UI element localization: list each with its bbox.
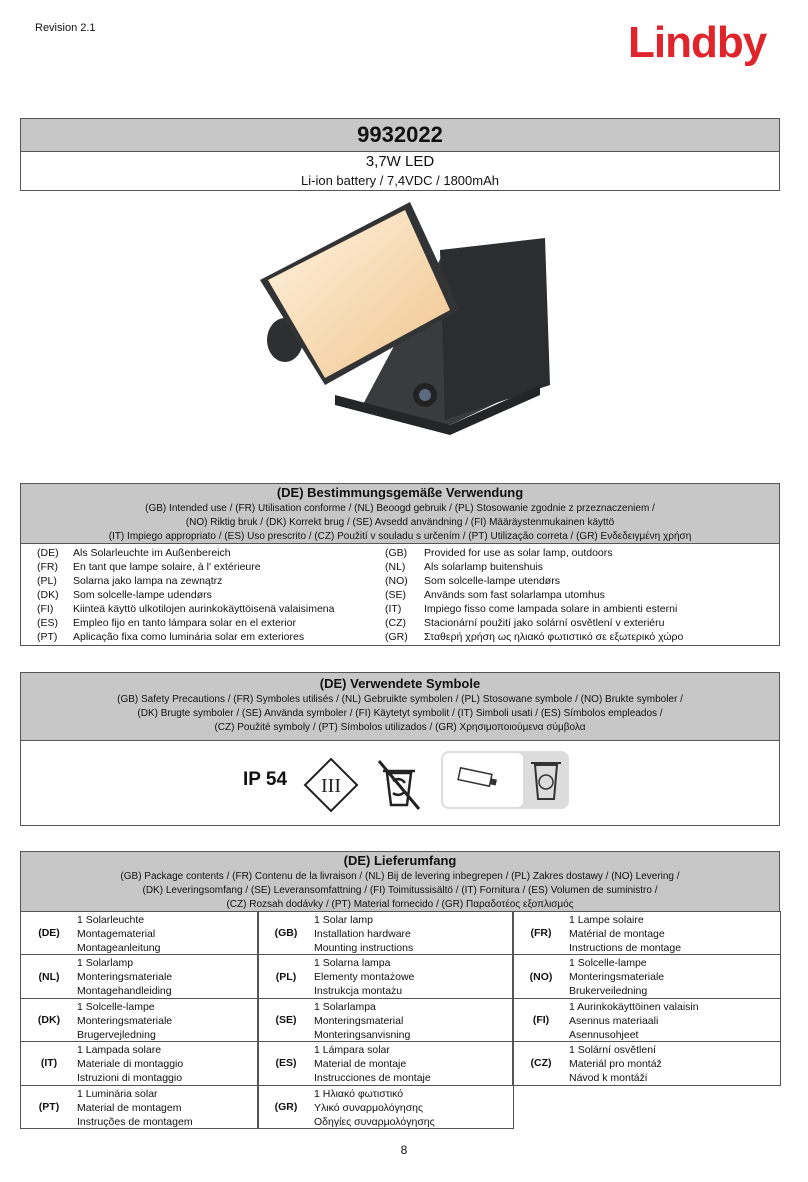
symbols-header (20, 672, 780, 741)
symbols-area (20, 740, 780, 826)
package-item-line: Montagehandleiding (77, 985, 172, 998)
package-items (77, 1043, 183, 1085)
package-item-line: Material de montaje (314, 1058, 407, 1071)
intended-use-subtitle-2: (NO) Riktig bruk / (DK) Korrekt brug / (SE) Avsedd användning / (FI) Määräystenmukainen käyttö (185, 517, 615, 528)
package-item-line: 1 Solarleuchte (77, 914, 145, 926)
package-cell (512, 998, 781, 1042)
use-text: Solarna jako lampa na zewnątrz (73, 575, 223, 587)
package-cell (512, 911, 781, 955)
lang-code: (DK) (37, 1013, 61, 1026)
package-item-line: Instructions de montage (569, 942, 682, 954)
brand-logo: Lindby (628, 18, 767, 67)
lang-code: (PL) (37, 575, 57, 587)
recycle-bin-icon (371, 753, 427, 813)
package-items (77, 913, 160, 955)
lang-code: (GR) (385, 631, 408, 643)
package-item-line: 1 Lampada solare (77, 1044, 162, 1057)
package-title: (DE) Lieferumfang (343, 853, 457, 868)
package-cell (257, 911, 514, 955)
intended-use-header (20, 483, 780, 544)
package-item-line: 1 Lámpara solar (314, 1044, 390, 1057)
use-text: Kiinteä käyttö ulkotilojen aurinkokäyttöisenä valaisimena (73, 603, 335, 615)
symbols-subtitle-3: (CZ) Použité symboly / (PT) Símbolos utilizados / (GR) Χρησιμοποιούμενα σύμβολα (214, 722, 586, 733)
symbols-subtitle-2: (DK) Brugte symboler / (SE) Använda symboler / (FI) Käytetyt symbolit / (IT) Simboli usati / (ES) Símbolos empleados / (137, 708, 663, 719)
package-subtitle-1: (GB) Package contents / (FR) Contenu de la livraison / (NL) Bij de levering inbegrepen / (PL) Zakres dostawy / (NO) Levering / (120, 871, 680, 882)
lang-code: (IT) (40, 1057, 58, 1070)
package-item-line: Monteringsmateriale (77, 1014, 173, 1027)
use-text: Provided for use as solar lamp, outdoors (424, 547, 613, 559)
package-items (314, 1043, 431, 1085)
intended-use-row (21, 588, 779, 602)
package-item-line: Monteringsmaterial (314, 1014, 404, 1027)
product-image (240, 190, 580, 470)
package-item-line: Istruzioni di montaggio (77, 1072, 183, 1085)
package-item-line: 1 Solar lamp (314, 914, 373, 926)
symbols-title: (DE) Verwendete Symbole (319, 676, 481, 691)
package-cell (257, 1041, 514, 1085)
package-item-line: Montageanleitung (77, 942, 161, 954)
package-item-line: 1 Solcelle-lampe (77, 1000, 155, 1013)
package-items (77, 1087, 193, 1129)
package-item-line: Matérial de montage (569, 928, 665, 940)
use-text: Σταθερή χρήση ως ηλιακό φωτιστικό σε εξωτερικό χώρο (424, 631, 684, 643)
intended-use-row (21, 630, 779, 644)
lang-code: (FI) (532, 1013, 550, 1026)
lang-code: (SE) (385, 589, 406, 601)
intended-use-row (21, 616, 779, 630)
lang-code: (PT) (37, 631, 58, 643)
lang-code: (GR) (274, 1100, 298, 1113)
package-cell (20, 911, 259, 955)
package-item-line: Materiál pro montáž (569, 1058, 662, 1071)
intended-use-title: (DE) Bestimmungsgemäße Verwendung (276, 485, 524, 500)
intended-use-row (21, 602, 779, 616)
lang-code: (GB) (385, 547, 408, 559)
package-item-line: Monteringsanvisning (314, 1028, 411, 1041)
package-items (314, 1087, 435, 1129)
package-items (314, 913, 413, 955)
intended-use-row (21, 574, 779, 588)
battery-disposal-icon (441, 751, 569, 811)
product-power: 3,7W LED (365, 153, 435, 170)
use-text: Stacionární použití jako solární osvětlení v exteriéru (424, 617, 665, 629)
package-item-line: Brugervejledning (77, 1028, 156, 1041)
lang-code: (ES) (275, 1057, 297, 1070)
intended-use-subtitle-1: (GB) Intended use / (FR) Utilisation conforme / (NL) Beoogd gebruik / (PL) Stosowanie zgodnie z przeznaczeniem / (145, 503, 655, 514)
use-text: Empleo fijo en tanto lámpara solar en el exterior (73, 617, 296, 629)
lang-code: (NO) (529, 970, 553, 983)
package-item-line: 1 Solární osvětlení (569, 1044, 656, 1057)
product-battery: Li-ion battery / 7,4VDC / 1800mAh (301, 173, 499, 188)
use-text: Als Solarleuchte im Außenbereich (73, 547, 231, 559)
package-items (569, 1000, 699, 1042)
use-text: Som solcelle-lampe udendørs (73, 589, 212, 601)
package-item-line: 1 Solcelle-lampe (569, 957, 647, 970)
package-item-line: Installation hardware (314, 928, 411, 940)
lang-code: (DK) (37, 589, 59, 601)
lang-code: (NL) (385, 561, 406, 573)
symbols-subtitle-1: (GB) Safety Precautions / (FR) Symboles utilisés / (NL) Gebruikte symbolen / (PL) Stosowane symbole / (NO) Brukte symboler / (117, 694, 683, 705)
package-item-line: Elementy montażowe (314, 971, 415, 984)
lang-code: (CZ) (530, 1057, 552, 1070)
package-item-line: 1 Solarlamp (77, 957, 134, 970)
package-item-line: Brukerveiledning (569, 985, 648, 998)
package-cell (257, 954, 514, 998)
product-code: 9932022 (20, 118, 780, 152)
package-item-line: 1 Lampe solaire (569, 914, 644, 926)
package-cell (512, 1041, 781, 1085)
lang-code: (PL) (275, 970, 297, 983)
package-item-line: Materiale di montaggio (77, 1058, 184, 1071)
package-item-line: Instruções de montagem (77, 1115, 193, 1128)
package-item-line: 1 Luminária solar (77, 1087, 158, 1100)
package-item-line: Asennusohjeet (569, 1028, 639, 1041)
intended-use-row (21, 546, 779, 560)
package-item-line: Mounting instructions (314, 942, 414, 954)
package-item-line: Instrucciones de montaje (314, 1072, 431, 1085)
lang-code: (DE) (38, 927, 60, 940)
package-subtitle-2: (DK) Leveringsomfang / (SE) Leveransomfattning / (FI) Toimitussisältö / (IT) Fornitura / (ES) Volumen de suministro / (142, 885, 658, 896)
ip-rating: IP 54 (243, 769, 288, 790)
package-item-line: 1 Aurinkokäyttöinen valaisin (569, 1000, 699, 1013)
lang-code: (NL) (38, 970, 60, 983)
class-label: III (321, 775, 341, 797)
lang-code: (FR) (37, 561, 58, 573)
page-number: 8 (400, 1143, 408, 1157)
package-items (77, 956, 172, 998)
package-cell (20, 1085, 259, 1129)
package-item-line: Material de montagem (77, 1101, 182, 1114)
product-spec (20, 151, 780, 191)
intended-use-subtitle-3: (IT) Impiego appropriato / (ES) Uso prescrito / (CZ) Použití v souladu s určením / (PT) Utilização correta / (GR) Ενδεδειγμένη χρήση (108, 531, 692, 542)
package-item-line: Montagematerial (77, 928, 156, 940)
package-cell (20, 1041, 259, 1085)
package-cell (257, 998, 514, 1042)
intended-use-row (21, 560, 779, 574)
package-cell (512, 954, 781, 998)
use-text: Impiego fisso come lampada solare in ambienti esterni (424, 603, 678, 615)
package-item-line: 1 Solarlampa (314, 1000, 376, 1013)
package-item-line: Οδηγίες συναρμολόγησης (314, 1115, 435, 1128)
lang-code: (CZ) (385, 617, 406, 629)
lang-code: (DE) (37, 547, 59, 559)
package-item-line: Asennus materiaali (569, 1014, 659, 1027)
revision-label: Revision 2.1 (35, 22, 96, 34)
package-items (77, 1000, 172, 1042)
package-item-line: Monteringsmateriale (77, 971, 173, 984)
package-item-line: 1 Solarna lampa (314, 957, 391, 970)
intended-use-table (20, 543, 780, 646)
package-item-line: Υλικό συναρμολόγησης (314, 1101, 424, 1114)
package-items (569, 913, 681, 955)
package-items (569, 1043, 662, 1085)
package-item-line: 1 Ηλιακό φωτιστικό (314, 1087, 404, 1100)
package-header (20, 851, 780, 912)
lang-code: (FR) (530, 927, 552, 940)
lang-code: (FI) (37, 603, 54, 615)
lang-code: (PT) (38, 1100, 60, 1113)
use-text: Als solarlamp buitenshuis (424, 561, 544, 573)
use-text: En tant que lampe solaire, à l' extérieure (73, 561, 261, 573)
lang-code: (SE) (275, 1013, 297, 1026)
lang-code: (GB) (274, 927, 298, 940)
package-items (569, 956, 664, 998)
use-text: Används som fast solarlampa utomhus (424, 589, 605, 601)
package-cell (20, 954, 259, 998)
package-subtitle-3: (CZ) Rozsah dodávky / (PT) Material fornecido / (GR) Παραδοτέος εξοπλισμός (226, 899, 574, 910)
package-items (314, 1000, 410, 1042)
lang-code: (ES) (37, 617, 58, 629)
package-item-line: Monteringsmateriale (569, 971, 665, 984)
package-item-line: Návod k montáži (569, 1072, 648, 1085)
package-cell (20, 998, 259, 1042)
package-item-line: Instrukcja montażu (314, 985, 403, 998)
package-items (314, 956, 414, 998)
package-cell (257, 1085, 514, 1129)
lang-code: (IT) (385, 603, 402, 615)
use-text: Aplicação fixa como luminária solar em exteriores (73, 631, 305, 643)
protection-class-iii-icon (303, 757, 359, 813)
lang-code: (NO) (385, 575, 408, 587)
use-text: Som solcelle-lampe utendørs (424, 575, 560, 587)
